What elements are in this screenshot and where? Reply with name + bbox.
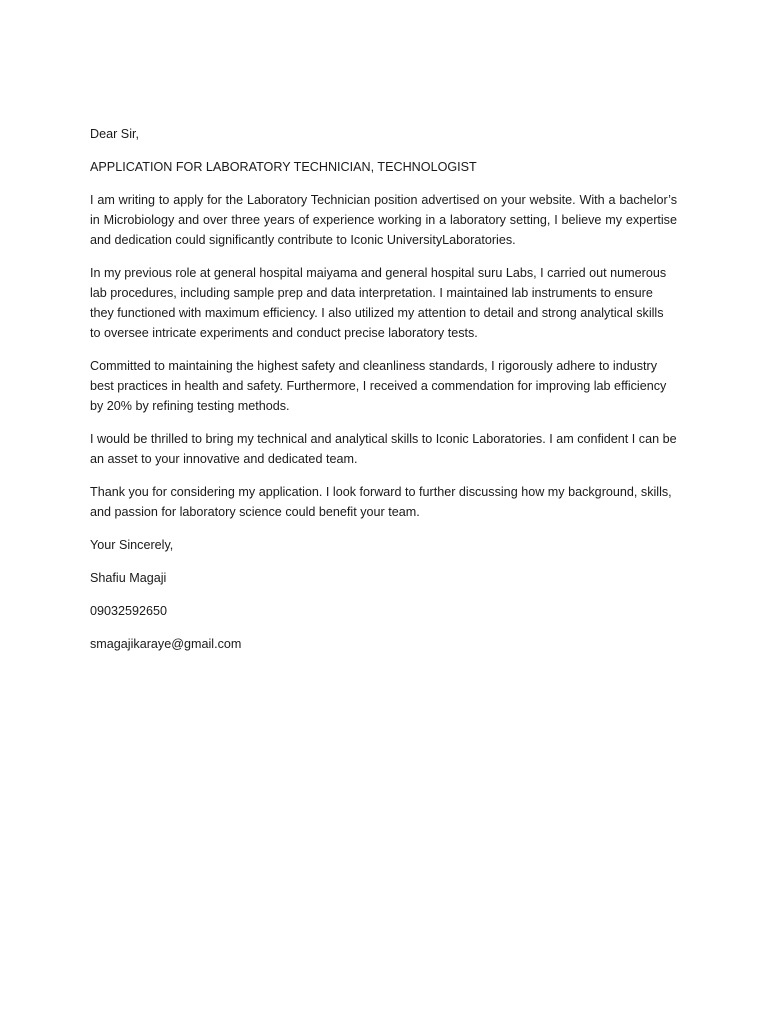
closing: Your Sincerely,: [90, 538, 174, 552]
body-paragraph-4: I would be thrilled to bring my technical and analytical skills to Iconic Laboratories. I am confident I can be an asset to your innovative and dedicated team.: [90, 432, 677, 466]
sender-name: Shafiu Magaji: [90, 571, 167, 585]
body-paragraph-2: In my previous role at general hospital maiyama and general hospital suru Labs, I carried out numerous lab procedures, including sample prep and data interpretation. I maintained lab instruments to ensure they functioned with maximum efficiency. I also utilized my attention to detail and strong analytical skills to oversee intricate experiments and conduct precise laboratory tests.: [90, 266, 667, 340]
cover-letter: [90, 124, 677, 667]
sender-phone: 09032592650: [90, 604, 168, 618]
salutation: Dear Sir,: [90, 127, 139, 141]
sender-email: smagajikaraye@gmail.com: [90, 637, 242, 651]
body-paragraph-5: Thank you for considering my application. I look forward to further discussing how my background, skills, and passion for laboratory science could benefit your team.: [90, 485, 672, 519]
body-paragraph-3: Committed to maintaining the highest safety and cleanliness standards, I rigorously adhere to industry best practices in health and safety. Furthermore, I received a commendation for improving lab efficiency by 20% by refining testing methods.: [90, 359, 667, 413]
body-paragraph-1: I am writing to apply for the Laboratory Technician position advertised on your website. With a bachelor’s in Microbiology and over three years of experience working in a laboratory setting, I believe my expertise and dedication could significantly contribute to Iconic UniversityLaboratories.: [90, 193, 677, 247]
subject-line: APPLICATION FOR LABORATORY TECHNICIAN, TECHNOLOGIST: [90, 160, 477, 174]
